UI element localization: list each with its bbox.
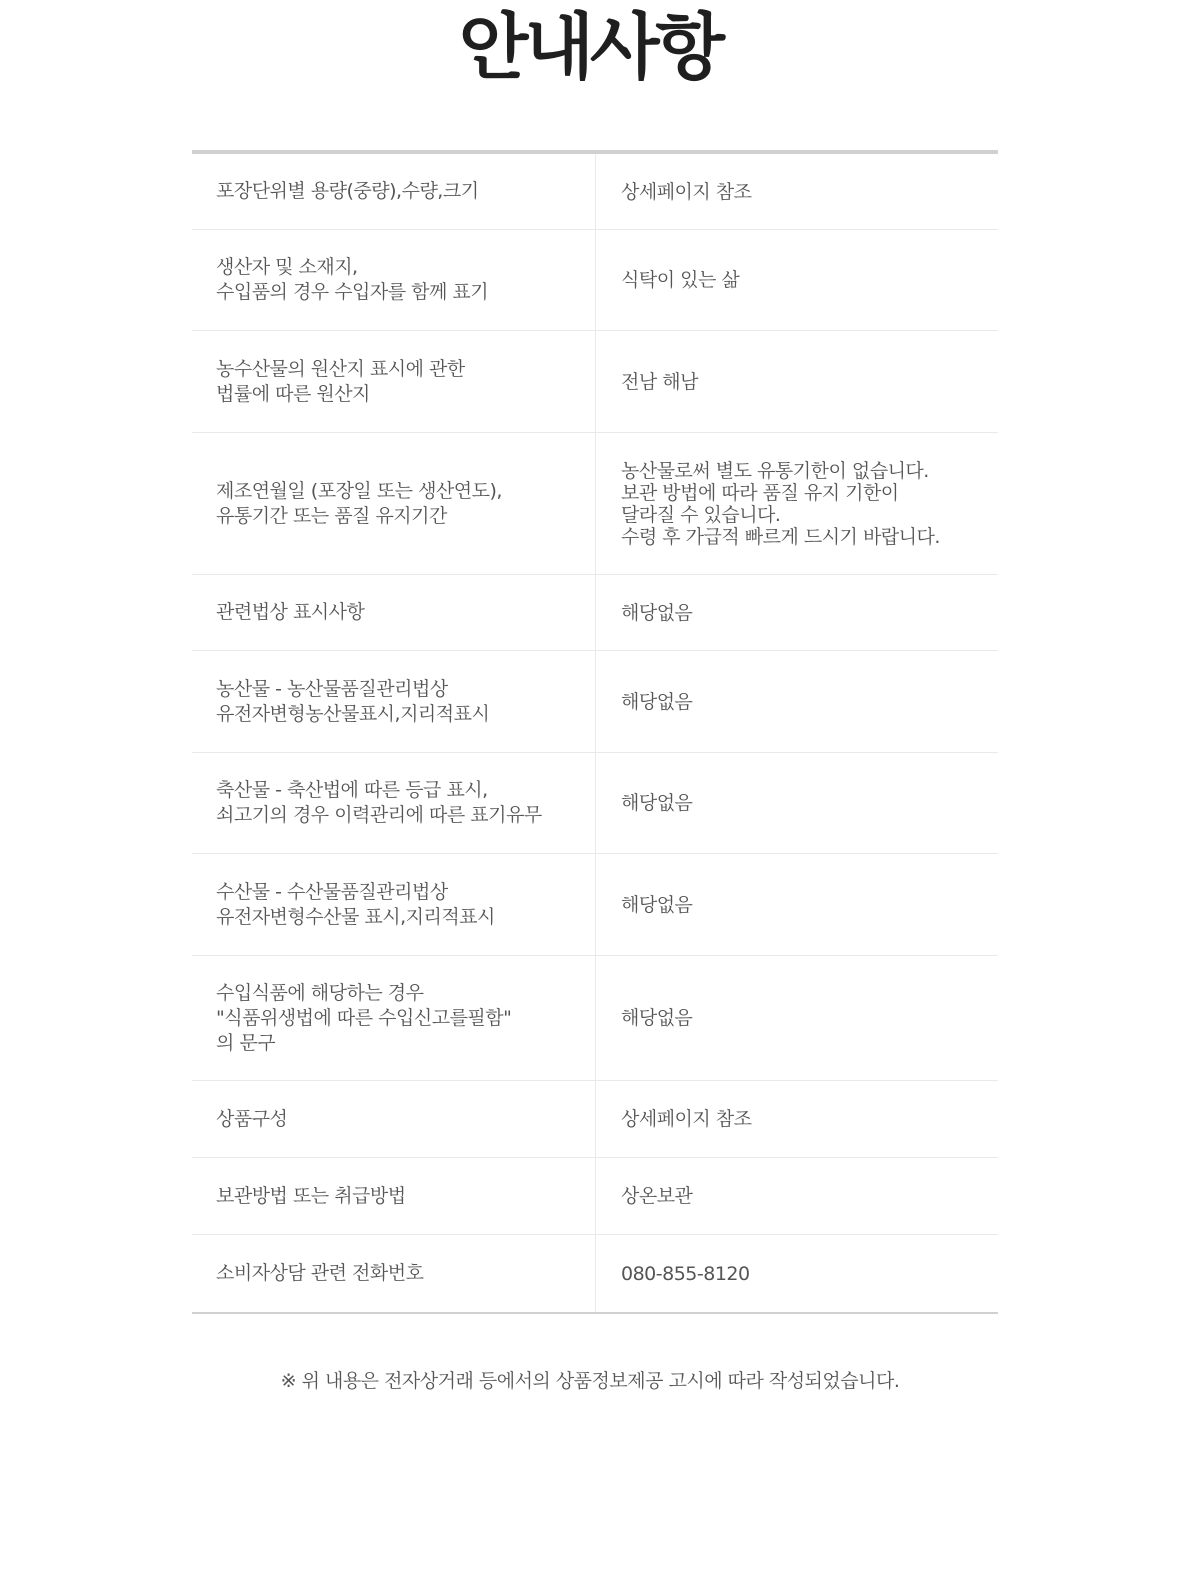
row-label: 상품구성 (192, 1081, 596, 1157)
row-value: 080-855-8120 (621, 1262, 750, 1285)
table-row (192, 1081, 998, 1158)
table-row (192, 575, 998, 651)
row-label: 생산자 및 소재지, 수입품의 경우 수입자를 함께 표기 (192, 230, 596, 330)
table-row (192, 651, 998, 753)
row-value: 해당없음 (621, 792, 693, 814)
row-label: 농수산물의 원산지 표시에 관한 법률에 따른 원산지 (192, 331, 596, 432)
product-info-table (192, 150, 998, 1314)
row-label: 수산물 - 수산물품질관리법상 유전자변형수산물 표시,지리적표시 (192, 854, 596, 955)
table-row (192, 753, 998, 854)
row-label: 축산물 - 축산법에 따른 등급 표시, 쇠고기의 경우 이력관리에 따른 표기유무 (192, 753, 596, 853)
table-row (192, 956, 998, 1081)
table-row (192, 1158, 998, 1235)
table-row (192, 230, 998, 331)
row-value: 전남 해남 (621, 370, 698, 393)
row-label: 수입식품에 해당하는 경우 "식품위생법에 따른 수입신고를필함" 의 문구 (192, 956, 596, 1080)
table-row (192, 154, 998, 230)
row-value: 식탁이 있는 삶 (621, 269, 740, 291)
row-value: 해당없음 (621, 690, 693, 713)
row-value: 상온보관 (621, 1185, 693, 1207)
page-title: 안내사항 (458, 5, 722, 89)
row-value: 해당없음 (621, 893, 693, 916)
row-label: 관련법상 표시사항 (192, 575, 596, 650)
table-row (192, 331, 998, 433)
row-label: 포장단위별 용량(중량),수량,크기 (192, 154, 596, 229)
row-label: 제조연월일 (포장일 또는 생산연도), 유통기간 또는 품질 유지기간 (192, 433, 596, 574)
table-row (192, 433, 998, 575)
row-value: 상세페이지 참조 (621, 1108, 752, 1130)
table-row (192, 854, 998, 956)
row-value: 해당없음 (621, 601, 693, 624)
row-value: 농산물로써 별도 유통기한이 없습니다. 보관 방법에 따라 품질 유지 기한이 달라질 수 있습니다. 수령 후 가급적 빠르게 드시기 바랍니다. (621, 459, 940, 548)
row-value: 해당없음 (621, 1007, 693, 1029)
row-label: 보관방법 또는 취급방법 (192, 1158, 596, 1234)
row-label: 소비자상담 관련 전화번호 (192, 1235, 596, 1312)
disclaimer-note: ※ 위 내용은 전자상거래 등에서의 상품정보제공 고시에 따라 작성되었습니다. (280, 1370, 900, 1392)
row-value: 상세페이지 참조 (621, 180, 752, 203)
table-row (192, 1235, 998, 1312)
row-label: 농산물 - 농산물품질관리법상 유전자변형농산물표시,지리적표시 (192, 651, 596, 752)
